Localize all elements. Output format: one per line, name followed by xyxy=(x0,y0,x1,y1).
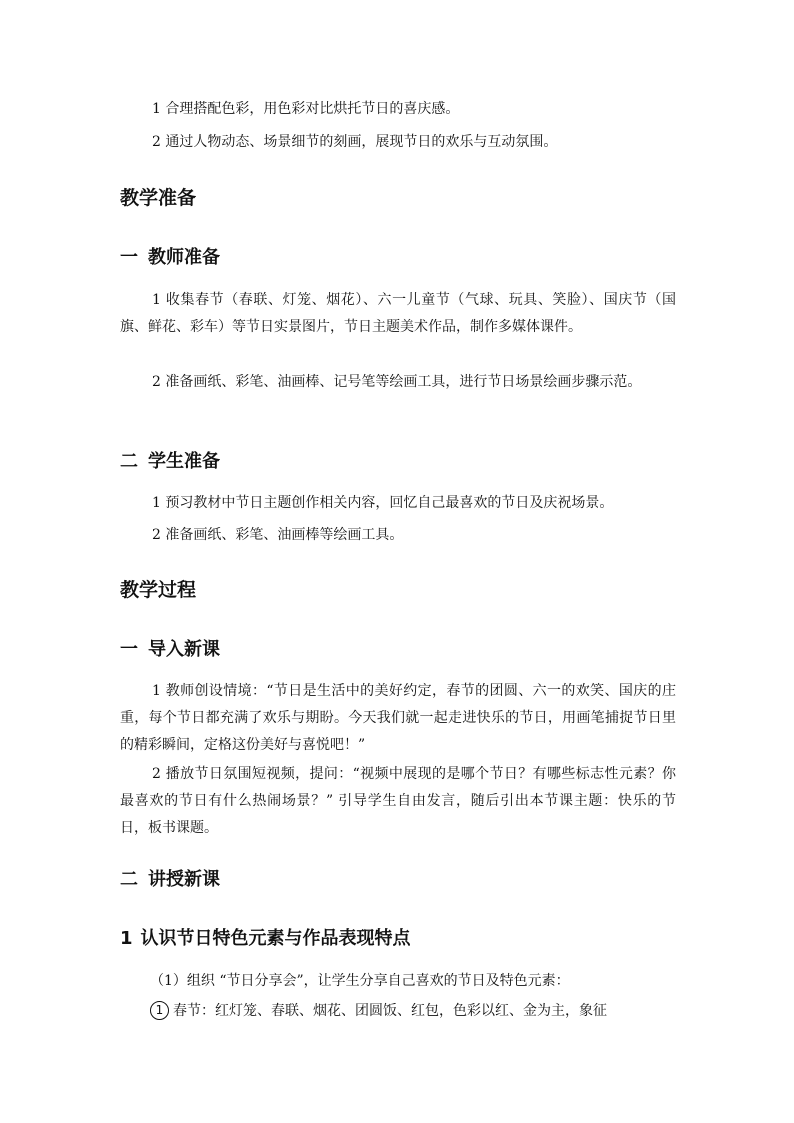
heading-section-1 xyxy=(120,927,411,951)
heading-number: 一 xyxy=(120,639,138,660)
heading-text: 教师准备 xyxy=(148,247,220,268)
heading-text: 认识节日特色元素与作品表现特点 xyxy=(140,928,411,949)
section-title-prep: 教学准备 xyxy=(120,187,197,209)
goal-item-1: 1 合理搭配色彩，用色彩对比烘托节日的喜庆感。 xyxy=(152,101,460,117)
student-prep-item-1: 1 预习教材中节日主题创作相关内容，回忆自己最喜欢的节日及庆祝场景。 xyxy=(152,495,614,511)
heading-text: 学生准备 xyxy=(148,451,220,472)
heading-number: 1 xyxy=(120,928,133,949)
circled-number-1: 1 xyxy=(150,1001,169,1020)
intro-item-2: 2 播放节日氛围短视频，提问：“视频中展现的是哪个节日？有哪些标志性元素？你最喜欢的节日有什么热闹场景？” 引导学生自由发言，随后引出本节课主题：快乐的节日，板书课题。 xyxy=(120,766,676,836)
sub-item-1: （1）组织 “节日分享会”，让学生分享自己喜欢的节日及特色元素： xyxy=(150,973,570,989)
heading-teach xyxy=(120,868,220,892)
heading-number: 一 xyxy=(120,247,138,268)
teacher-prep-item-1: 1 收集春节（春联、灯笼、烟花）、六一儿童节（气球、玩具、笑脸）、国庆节（国旗、鲜花、彩车）等节日实景图片，节日主题美术作品，制作多媒体课件。 xyxy=(120,292,676,335)
intro-item-1: 1 教师创设情境：“节日是生活中的美好约定，春节的团圆、六一的欢笑、国庆的庄重，每个节日都充满了欢乐与期盼。今天我们就一起走进快乐的节日，用画笔捕捉节日里的精彩瞬间，定格这份美好与喜悦吧！” xyxy=(120,683,676,753)
teacher-prep-item-2: 2 准备画纸、彩笔、油画棒、记号笔等绘画工具，进行节日场景绘画步骤示范。 xyxy=(152,374,642,390)
section-title-process: 教学过程 xyxy=(120,579,197,601)
heading-teacher-prep xyxy=(120,246,220,270)
heading-number: 二 xyxy=(120,451,138,472)
heading-student-prep xyxy=(120,450,220,474)
circle-item-1 xyxy=(150,998,676,1025)
student-prep-item-2: 2 准备画纸、彩笔、油画棒等绘画工具。 xyxy=(152,527,404,543)
heading-number: 二 xyxy=(120,869,138,890)
heading-intro xyxy=(120,638,220,662)
heading-text: 讲授新课 xyxy=(148,869,220,890)
circle-item-text: 春节：红灯笼、春联、烟花、团圆饭、红包，色彩以红、金为主，象征 xyxy=(173,1003,607,1019)
goal-item-2: 2 通过人物动态、场景细节的刻画，展现节日的欢乐与互动氛围。 xyxy=(152,134,558,150)
heading-text: 导入新课 xyxy=(148,639,220,660)
